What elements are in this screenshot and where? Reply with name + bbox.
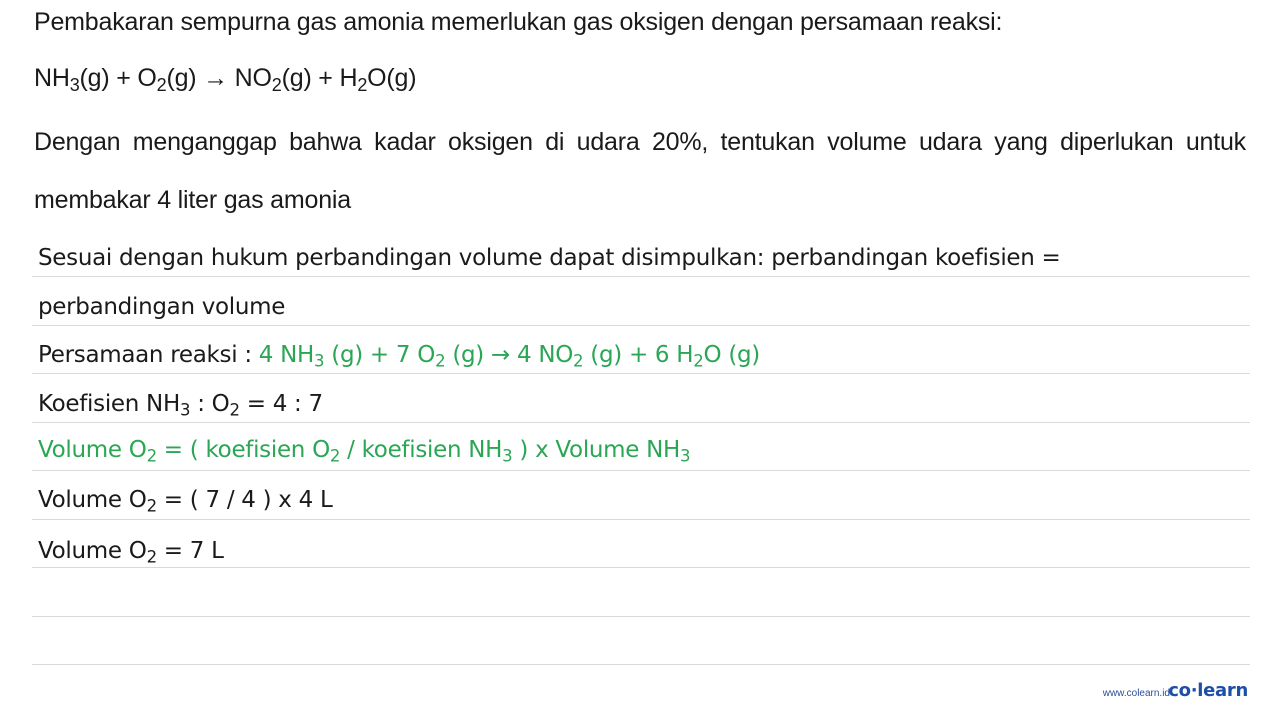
solution-formula: Volume $O_2$ = ( koefisien $O_2$ / koefisien $NH_3$ ) x Volume $NH_3$ bbox=[38, 437, 691, 466]
eq-part: (g) + H bbox=[281, 64, 358, 92]
ruled-line bbox=[32, 519, 1250, 520]
footer-url: www.colearn.id bbox=[1102, 688, 1170, 699]
question-line-1: Pembakaran sempurna gas amonia memerlukan gas oksigen dengan persamaan reaksi: bbox=[34, 8, 1003, 36]
arrow-icon: → bbox=[490, 342, 510, 368]
colearn-logo: co·learn bbox=[1168, 680, 1248, 701]
reaction-equation: 4 $NH_3$ (g) + 7 $O_2$ (g) → 4 $NO_2$ (g) + 6 $H_2O$ (g) bbox=[258, 342, 760, 371]
solution-calculation: Volume $O_2$ = ( 7 / 4 ) x 4 L bbox=[38, 487, 333, 516]
eq-part: (g) + O bbox=[79, 64, 157, 92]
ruled-line bbox=[32, 422, 1250, 423]
ruled-line bbox=[32, 276, 1250, 277]
ruled-line bbox=[32, 373, 1250, 374]
eq-part: NH bbox=[34, 64, 70, 92]
reaction-label: Persamaan reaksi : bbox=[38, 342, 259, 368]
eq-sub: 2 bbox=[271, 75, 282, 96]
question-line-4: membakar 4 liter gas amonia bbox=[34, 186, 351, 214]
solution-line-2: perbandingan volume bbox=[38, 294, 286, 320]
ruled-line bbox=[32, 616, 1250, 617]
eq-part: O(g) bbox=[367, 64, 417, 92]
question-equation bbox=[34, 64, 1246, 96]
solution-line-1: Sesuai dengan hukum perbandingan volume dapat disimpulkan: perbandingan koefisien = bbox=[38, 245, 1061, 271]
eq-sub: 2 bbox=[156, 75, 167, 96]
ruled-line bbox=[32, 664, 1250, 665]
question-line-3: Dengan menganggap bahwa kadar oksigen di udara 20%, tentukan volume udara yang diperlukan untuk bbox=[34, 128, 1246, 156]
solution-reaction bbox=[38, 342, 760, 371]
solution-result: Volume $O_2 = 7$ L bbox=[38, 538, 224, 567]
ruled-line bbox=[32, 470, 1250, 471]
eq-part: (g) → NO bbox=[166, 64, 272, 92]
solution-coefficient: Koefisien $NH_3$ : $O_2 = 4$ : 7 bbox=[38, 391, 323, 420]
ruled-line bbox=[32, 567, 1250, 568]
eq-sub: 3 bbox=[69, 75, 80, 96]
eq-sub: 2 bbox=[357, 75, 368, 96]
ruled-line bbox=[32, 325, 1250, 326]
